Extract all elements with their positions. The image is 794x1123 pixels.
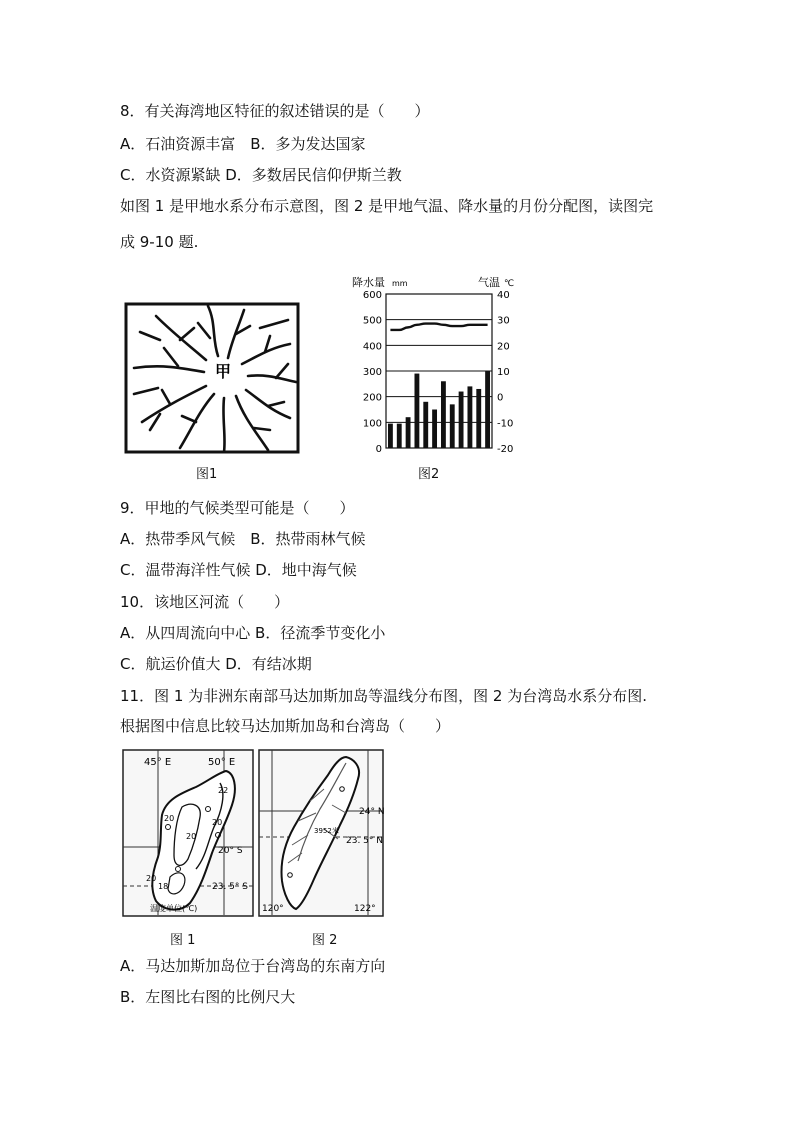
precip-axis-title: 降水量 (352, 276, 385, 289)
q11-option-b: B．左图比右图的比例尺大 (120, 988, 296, 1006)
q10-stem: 10．该地区河流（ ） (120, 593, 290, 611)
q9-options-cd: C．温带海洋性气候 D．地中海气候 (120, 561, 357, 579)
map2-caption: 图 2 (312, 933, 338, 948)
intro-line-1: 如图 1 是甲地水系分布示意图，图 2 是甲地气温、降水量的月份分配图，读图完 (120, 197, 654, 215)
precip-tick-label: 100 (362, 418, 382, 430)
precip-bar (414, 374, 419, 448)
precip-bar (450, 404, 455, 448)
temp-tick-label: 40 (497, 290, 510, 301)
precip-tick-label: 600 (362, 290, 382, 301)
precip-bar (423, 402, 428, 448)
temp-tick-label: 20 (497, 341, 510, 353)
isotherm-label: 20 (164, 814, 175, 823)
precip-tick-label: 500 (362, 315, 382, 327)
precip-tick-label: 200 (362, 392, 382, 404)
q11-option-a: A．马达加斯加岛位于台湾岛的东南方向 (120, 957, 386, 975)
temp-tick-label: 10 (497, 367, 510, 378)
precip-bar (388, 424, 393, 448)
map1-caption: 图 1 (170, 933, 196, 948)
temp-tick-label: 30 (497, 315, 510, 327)
precip-bar (432, 410, 437, 449)
precip-tick-label: 400 (362, 341, 382, 353)
map2-lat-23-5n: 23. 5° N (346, 836, 383, 846)
precip-axis-unit: mm (392, 279, 408, 288)
q10-options-cd: C．航运价值大 D．有结冰期 (120, 655, 312, 673)
precip-bar (406, 417, 411, 448)
temp-tick-label: -10 (497, 418, 514, 430)
precip-bar (467, 386, 472, 448)
q11-stem-2: 根据图中信息比较马达加斯加岛和台湾岛（ ） (120, 717, 451, 735)
temp-axis-unit: ℃ (504, 279, 515, 289)
fig1-caption: 图1 (196, 467, 218, 482)
q11-stem-1: 11．图 1 为非洲东南部马达加斯加岛等温线分布图，图 2 为台湾岛水系分布图. (120, 687, 648, 705)
q8-options-ab: A．石油资源丰富 B．多为发达国家 (120, 135, 366, 153)
intro-line-2: 成 9-10 题. (120, 233, 199, 251)
temperature-line (390, 324, 487, 330)
precip-bar (459, 392, 464, 448)
precip-tick-label: 0 (375, 444, 382, 455)
map2-lon-left: 120° (262, 904, 284, 914)
map2-lat-24n: 24° N (359, 807, 385, 817)
q8-stem: 8．有关海湾地区特征的叙述错误的是（ ） (120, 102, 430, 120)
isotherm-label: 20 (146, 874, 157, 883)
temperature-unit-legend: 温度单位(℃) (150, 904, 198, 913)
map1-lat-23-5s: 23. 5° S (212, 882, 248, 892)
temp-tick-label: 0 (497, 392, 504, 404)
q9-stem: 9．甲地的气候类型可能是（ ） (120, 499, 355, 517)
temp-axis-title: 气温 (478, 276, 500, 289)
precip-bar (485, 371, 490, 448)
peak-elevation-label: 3952米 (314, 827, 339, 835)
isotherm-label: 18 (158, 882, 169, 891)
q8-options-cd: C．水资源紧缺 D．多数居民信仰伊斯兰教 (120, 166, 402, 184)
climate-chart (346, 272, 526, 462)
precip-tick-label: 300 (362, 367, 382, 378)
temp-tick-label: -20 (497, 444, 514, 455)
location-label: 甲 (215, 362, 232, 381)
precip-bar (397, 424, 402, 448)
q10-options-ab: A．从四周流向中心 B．径流季节变化小 (120, 624, 386, 642)
precip-bar (441, 381, 446, 448)
isotherm-label: 20 (212, 818, 223, 827)
fig2-caption: 图2 (418, 467, 440, 482)
isotherm-label: 20 (186, 832, 197, 841)
isotherm-label: 22 (218, 786, 229, 795)
q9-options-ab: A．热带季风气候 B．热带雨林气候 (120, 530, 366, 548)
map1-lon-left: 45° E (144, 757, 172, 768)
taiwan-river-map (258, 749, 396, 917)
map1-lon-right: 50° E (208, 757, 236, 768)
map2-lon-right: 122° (354, 904, 376, 914)
madagascar-isotherm-map (122, 749, 254, 917)
map1-lat-20s: 20° S (218, 846, 243, 856)
precip-bar (476, 389, 481, 448)
river-system-diagram (120, 298, 306, 460)
